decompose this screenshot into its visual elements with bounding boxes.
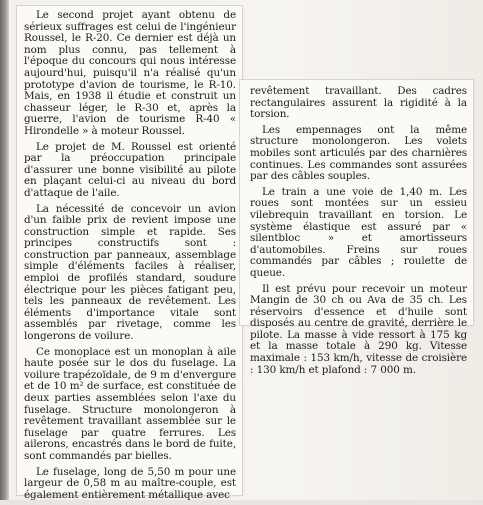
article-right-column xyxy=(250,86,467,380)
paragraph-fuselage: Le fuselage, long de 5,50 m pour une largeur de 0,58 m au maître-couple, est également entièrement métallique avec xyxy=(24,465,236,501)
paragraph-engine-performance: Il est prévu pour recevoir un moteur Mangin de 30 ch ou Ava de 35 ch. Les réservoirs d'essence et d'huile sont disposés au centre de gravité, derrière le pilote. La masse à vide ressort à 175 kg et la masse totale à 290 kg. Vitesse maximale : 153 km/h, vitesse de croisière : 130 km/h et plafond : 7 000 m. xyxy=(250,282,467,376)
paragraph-empennage: Les empennages ont la même structure monolongeron. Les volets mobiles sont articulés par des charnières continues. Les commandes sont assurées par des câbles souples. xyxy=(250,123,467,183)
paragraph-fuselage-continued: revêtement travaillant. Des cadres rectangulaires assurent la rigidité à la torsion. xyxy=(250,85,467,121)
article-left-column xyxy=(24,10,236,505)
page-binding-edge xyxy=(0,0,9,500)
paragraph-roussel-intro: Le second projet ayant obtenu de sérieux suffrages est celui de l'ingénieur Roussel, le R-20. Ce dernier est déjà un nom plus connu, pas tellement à l'époque du concours qui nous intéresse aujourd'hui, puisqu'il n'a réalisé qu'un prototype d'avion de tourisme, le R-10. Mais, en 1938 il étudie et construit un chasseur léger, le R-30 et, après la guerre, l'avion de tourisme R-40 « Hirondelle » à moteur Roussel. xyxy=(24,9,236,137)
paragraph-landing-gear: Le train a une voie de 1,40 m. Les roues sont montées sur un essieu vilebrequin travaillant en torsion. Le système élastique est assuré par « silentbloc » et amortisseurs d'automobiles. Freins sur roues commandés par câbles ; roulette de queue. xyxy=(250,185,467,279)
paragraph-construction-principles: La nécessité de concevoir un avion d'un faible prix de revient impose une construction simple et rapide. Ses principes constructifs sont : construction par panneaux, assemblage simple d'éléments faciles à réaliser, emploi de profilés standard, soudure électrique pour les pièces fatigant peu, tels les panneaux de revêtement. Les éléments d'importance vitale sont assemblés par rivetage, comme les longerons de voilure. xyxy=(24,202,236,343)
paragraph-wing: Ce monoplace est un monoplan à aile haute posée sur le dos du fuselage. La voilure trapézoïdale, de 9 m d'envergure et de 10 m² de surface, est constituée de deux parties assemblées selon l'axe du fuselage. Structure monolongeron à revêtement travaillant assemblée sur le fuselage par quatre ferrures. Les ailerons, encastrés dans le bord de fuite, sont commandés par bielles. xyxy=(24,345,236,462)
paragraph-visibility: Le projet de M. Roussel est orienté par la préoccupation principale d'assurer une bonne visibilité au pilote en plaçant celui-ci au niveau du bord d'attaque de l'aile. xyxy=(24,140,236,199)
